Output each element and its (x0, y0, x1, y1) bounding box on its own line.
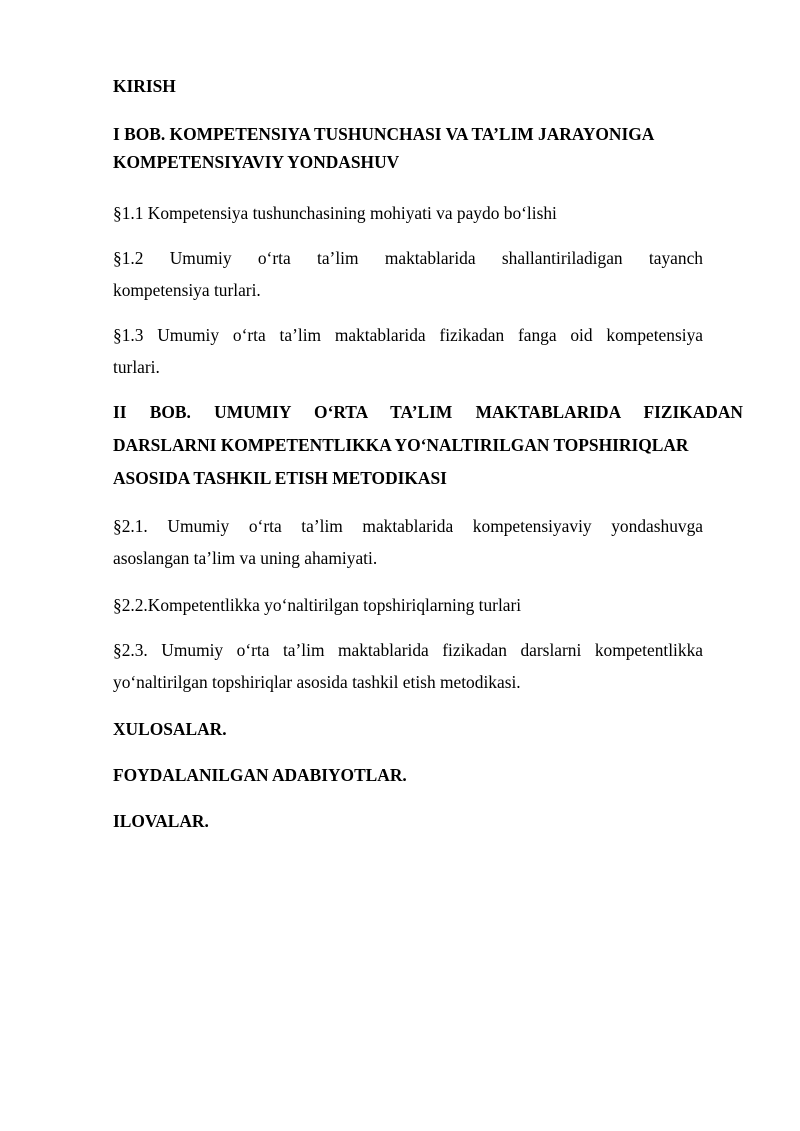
chapter-2-title-line-3: ASOSIDA TASHKIL ETISH METODIKASI (113, 468, 447, 488)
heading-adabiyotlar: FOYDALANILGAN ADABIYOTLAR. (113, 765, 407, 785)
section-1-1: §1.1 Kompetensiya tushunchasining mohiyati va paydo bo‘lishi (113, 203, 557, 223)
section-2-1-line-1: §2.1. Umumiy o‘rta ta’lim maktablarida kompetensiyaviy yondashuvga (113, 516, 703, 536)
chapter-1-title-line-2: KOMPETENSIYAVIY YONDASHUV (113, 152, 400, 172)
heading-xulosalar: XULOSALAR. (113, 719, 227, 739)
section-1-3-line-1: §1.3 Umumiy o‘rta ta’lim maktablarida fizikadan fanga oid kompetensiya (113, 325, 703, 345)
section-2-2: §2.2.Kompetentlikka yo‘naltirilgan topshiriqlarning turlari (113, 595, 522, 615)
chapter-2-title-line-2: DARSLARNI KOMPETENTLIKKA YO‘NALTIRILGAN TOPSHIRIQLAR (113, 435, 689, 455)
section-2-1-line-2: asoslangan ta’lim va uning ahamiyati. (113, 548, 378, 568)
section-1-2-line-2: kompetensiya turlari. (113, 280, 261, 300)
section-1-2-line-1: §1.2 Umumiy o‘rta ta’lim maktablarida shallantiriladigan tayanch (113, 248, 703, 268)
heading-kirish: KIRISH (113, 76, 176, 96)
section-1-3-line-2: turlari. (113, 357, 160, 377)
chapter-2-title-line-1: II BOB. UMUMIY O‘RTA TA’LIM MAKTABLARIDA FIZIKADAN (113, 402, 743, 422)
chapter-1-title-line-1: I BOB. KOMPETENSIYA TUSHUNCHASI VA TA’LIM JARAYONIGA (113, 124, 655, 144)
heading-ilovalar: ILOVALAR. (113, 811, 209, 831)
section-2-3-line-2: yo‘naltirilgan topshiriqlar asosida tashkil etish metodikasi. (113, 672, 521, 692)
section-2-3-line-1: §2.3. Umumiy o‘rta ta’lim maktablarida fizikadan darslarni kompetentlikka (113, 640, 703, 660)
